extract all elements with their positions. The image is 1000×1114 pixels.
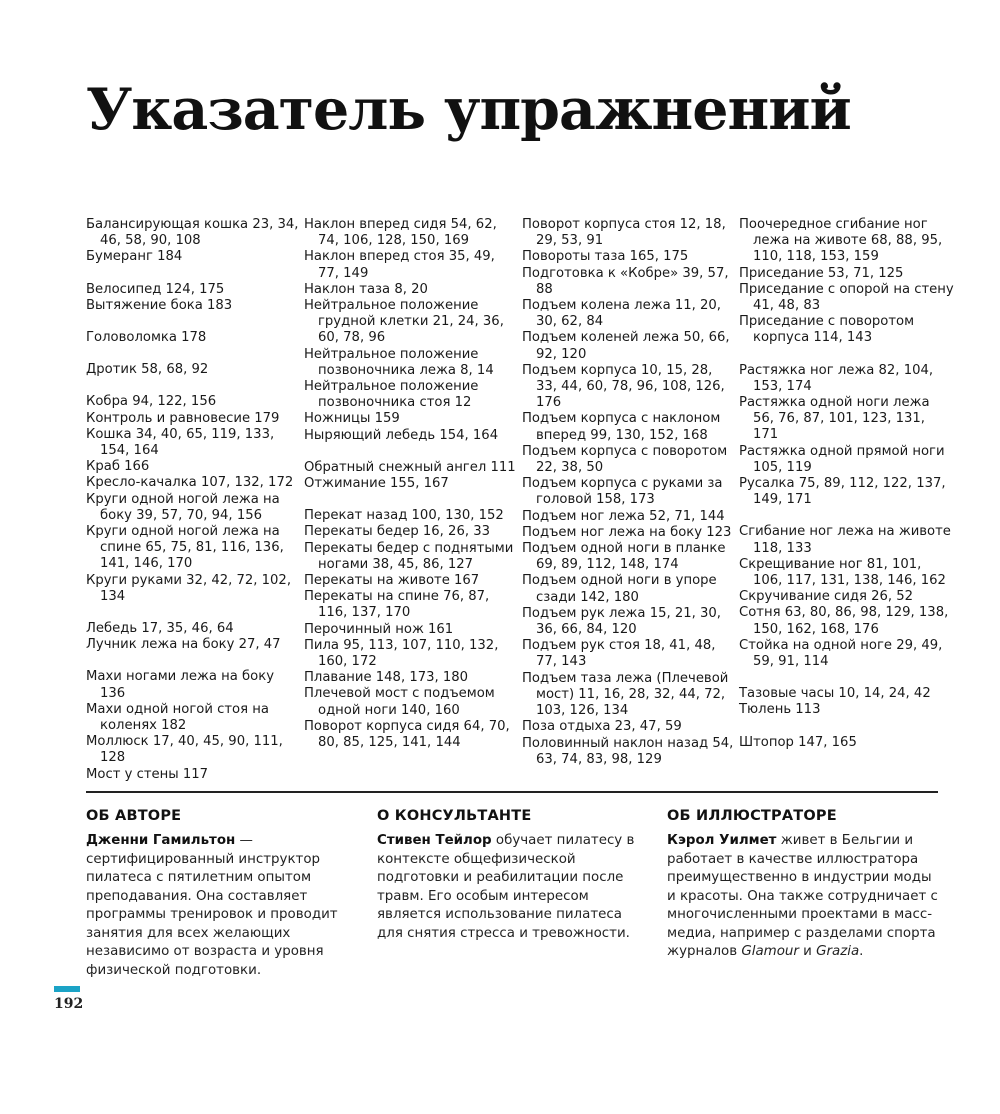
index-entry: Ныряющий лебедь 154, 164 (304, 427, 499, 443)
index-entry: Дротик 58, 68, 92 (86, 362, 209, 378)
index-entry: Подъем корпуса с наклоном вперед 99, 130, 152, 168 (522, 411, 721, 443)
index-entry: Кресло-качалка 107, 132, 172 (86, 475, 294, 491)
index-entry: Перекаты бедер 16, 26, 33 (304, 524, 490, 540)
author-name: Дженни Гамильтон (86, 833, 236, 848)
consultant-name: Стивен Тейлор (377, 833, 492, 848)
index-entry: Подъем корпуса 10, 15, 28, 33, 44, 60, 78, 96, 108, 126, 176 (522, 362, 725, 411)
index-entry: Приседание с опорой на стену 41, 48, 83 (739, 281, 954, 314)
index-entry: Подъем корпуса с поворотом 22, 38, 50 (522, 443, 728, 476)
about-author-section (86, 808, 358, 980)
index-entry: Плечевой мост с подъемом одной ноги 140, 160 (304, 686, 495, 718)
index-entry: Сотня 63, 80, 86, 98, 129, 138, 150, 162, 168, 176 (739, 605, 949, 637)
index-entry: Подъем ног лежа 52, 71, 144 (522, 508, 725, 524)
index-entry: Сгибание ног лежа на животе 118, 133 (739, 524, 951, 556)
index-entry: Перекаты на животе 167 (304, 573, 480, 589)
index-entry: Ножницы 159 (304, 411, 400, 427)
index-entry: Тюлень 113 (739, 702, 821, 718)
magazine-name: Grazia (816, 944, 860, 959)
index-entry: Наклон вперед стоя 35, 49, 77, 149 (304, 249, 495, 281)
index-entry: Махи ногами лежа на боку 136 (86, 669, 274, 701)
section-divider (86, 791, 938, 793)
index-entry: Половинный наклон назад 54, 63, 74, 83, 98, 129 (522, 735, 734, 767)
index-entry: Моллюск 17, 40, 45, 90, 111, 128 (86, 734, 283, 766)
index-entry: Лебедь 17, 35, 46, 64 (86, 621, 234, 637)
index-gap (304, 444, 519, 460)
index-entry: Бумеранг 184 (86, 249, 183, 265)
magazine-name: Glamour (741, 944, 799, 959)
about-author-text: Дженни Гамильтон — сертифицированный инструктор пилатеса с пятилетним опытом преподавания. Она составляет программы тренировок и проводит занятия для всех желающих независимо от возраста и уровня физической подготовки. (86, 833, 338, 978)
index-entry: Обратный снежный ангел 111 (304, 459, 516, 475)
index-column (522, 217, 737, 768)
index-column (86, 217, 301, 783)
index-entry: Круги одной ногой лежа на боку 39, 57, 70, 94, 156 (86, 491, 280, 523)
index-entry: Приседание 53, 71, 125 (739, 265, 904, 281)
index-entry: Круги руками 32, 42, 72, 102, 134 (86, 572, 292, 604)
index-entry: Кошка 34, 40, 65, 119, 133, 154, 164 (86, 426, 275, 459)
index-entry: Плавание 148, 173, 180 (304, 670, 469, 686)
index-entry: Поворот корпуса сидя 64, 70, 80, 85, 125, 141, 144 (304, 718, 510, 751)
index-entry: Наклон вперед сидя 54, 62, 74, 106, 128, 150, 169 (304, 217, 497, 249)
index-entry: Отжимание 155, 167 (304, 476, 449, 492)
index-gap (739, 670, 954, 686)
page-title: Указатель упражнений (86, 76, 851, 143)
about-author-heading: ОБ АВТОРЕ (86, 808, 182, 824)
index-entry: Русалка 75, 89, 112, 122, 137, 149, 171 (739, 476, 946, 508)
index-entry: Штопор 147, 165 (739, 734, 857, 750)
index-entry: Подъем корпуса с руками за головой 158, 173 (522, 476, 723, 508)
index-entry: Подъем рук стоя 18, 41, 48, 77, 143 (522, 638, 716, 670)
index-entry: Махи одной ногой стоя на коленях 182 (86, 701, 269, 734)
index-entry: Круги одной ногой лежа на спине 65, 75, 81, 116, 136, 141, 146, 170 (86, 524, 284, 572)
about-consultant-text: Стивен Тейлор обучает пилатесу в контексте общефизической подготовки и реабилитации после травм. Его особым интересом является использование пилатеса для снятия стресса и тревожности. (377, 833, 635, 941)
index-entry: Поворот корпуса стоя 12, 18, 29, 53, 91 (522, 217, 726, 249)
index-entry: Головоломка 178 (86, 330, 207, 346)
index-entry: Скручивание сидя 26, 52 (739, 589, 914, 605)
about-consultant-heading: О КОНСУЛЬТАНТЕ (377, 808, 532, 824)
index-entry: Подъем рук лежа 15, 21, 30, 36, 66, 84, 120 (522, 605, 722, 638)
index-entry: Приседание с поворотом корпуса 114, 143 (739, 314, 915, 346)
page-number-accent-bar (54, 986, 80, 992)
index-gap (739, 719, 954, 735)
index-entry: Краб 166 (86, 459, 150, 475)
index-entry: Повороты таза 165, 175 (522, 249, 689, 265)
index-gap (86, 605, 301, 621)
index-entry: Растяжка ног лежа 82, 104, 153, 174 (739, 362, 934, 394)
index-entry: Лучник лежа на боку 27, 47 (86, 637, 281, 653)
index-entry: Нейтральное положение позвоночника лежа 8, 14 (304, 346, 494, 378)
index-entry: Растяжка одной прямой ноги 105, 119 (739, 443, 945, 475)
index-entry: Растяжка одной ноги лежа 56, 76, 87, 101, 123, 131, 171 (739, 395, 930, 443)
index-entry: Подъем коленей лежа 50, 66, 92, 120 (522, 330, 730, 362)
index-entry: Подъем таза лежа (Плечевой мост) 11, 16, 28, 32, 44, 72, 103, 126, 134 (522, 670, 729, 719)
index-gap (86, 653, 301, 669)
index-entry: Вытяжение бока 183 (86, 297, 233, 313)
index-entry: Подъем колена лежа 11, 20, 30, 62, 84 (522, 298, 721, 330)
index-entry: Подъем одной ноги в планке 69, 89, 112, 148, 174 (522, 541, 726, 573)
index-entry: Нейтральное положение позвоночника стоя 12 (304, 379, 479, 411)
page-number: 192 (54, 996, 84, 1012)
index-entry: Перекаты на спине 76, 87, 116, 137, 170 (304, 589, 490, 621)
about-illustrator-text: Кэрол Уилмет живет в Бельгии и работает в качестве иллюстратора преимущественно в индустрии моды и красоты. Она также сотрудничает с многочисленными проектами в масс-медиа, например с разделами спорта журналов Glamour и Grazia. (667, 833, 938, 959)
index-entry: Подготовка к «Кобре» 39, 57, 88 (522, 265, 729, 297)
index-entry: Пила 95, 113, 107, 110, 132, 160, 172 (304, 637, 499, 670)
index-entry: Контроль и равновесие 179 (86, 410, 280, 426)
index-entry: Нейтральное положение грудной клетки 21, 24, 36, 60, 78, 96 (304, 298, 504, 346)
index-entry: Поочередное сгибание ног лежа на животе 68, 88, 95, 110, 118, 153, 159 (739, 217, 943, 265)
index-entry: Скрещивание ног 81, 101, 106, 117, 131, 138, 146, 162 (739, 556, 946, 589)
index-column (304, 217, 519, 751)
index-entry: Подъем одной ноги в упоре сзади 142, 180 (522, 573, 717, 605)
index-entry: Подъем ног лежа на боку 123 (522, 524, 732, 540)
index-entry: Мост у стены 117 (86, 766, 209, 782)
index-column (739, 217, 954, 751)
index-gap (86, 314, 301, 330)
index-gap (86, 378, 301, 394)
index-entry: Поза отдыха 23, 47, 59 (522, 719, 682, 735)
index-entry: Перекаты бедер с поднятыми ногами 38, 45, 86, 127 (304, 540, 514, 572)
index-gap (304, 492, 519, 508)
about-consultant-section (377, 808, 649, 943)
index-entry: Балансирующая кошка 23, 34, 46, 58, 90, 108 (86, 217, 299, 249)
index-entry: Стойка на одной ноге 29, 49, 59, 91, 114 (739, 637, 943, 670)
index-gap (86, 266, 301, 282)
index-entry: Перочинный нож 161 (304, 621, 454, 637)
about-illustrator-heading: ОБ ИЛЛЮСТРАТОРЕ (667, 808, 837, 824)
index-gap (86, 346, 301, 362)
index-entry: Перекат назад 100, 130, 152 (304, 508, 504, 524)
about-illustrator-section (667, 808, 939, 962)
index-entry: Тазовые часы 10, 14, 24, 42 (739, 686, 931, 702)
index-entry: Велосипед 124, 175 (86, 281, 225, 297)
illustrator-name: Кэрол Уилмет (667, 833, 777, 848)
index-gap (739, 347, 954, 363)
index-entry: Наклон таза 8, 20 (304, 281, 428, 297)
index-entry: Кобра 94, 122, 156 (86, 394, 217, 410)
index-gap (739, 508, 954, 524)
